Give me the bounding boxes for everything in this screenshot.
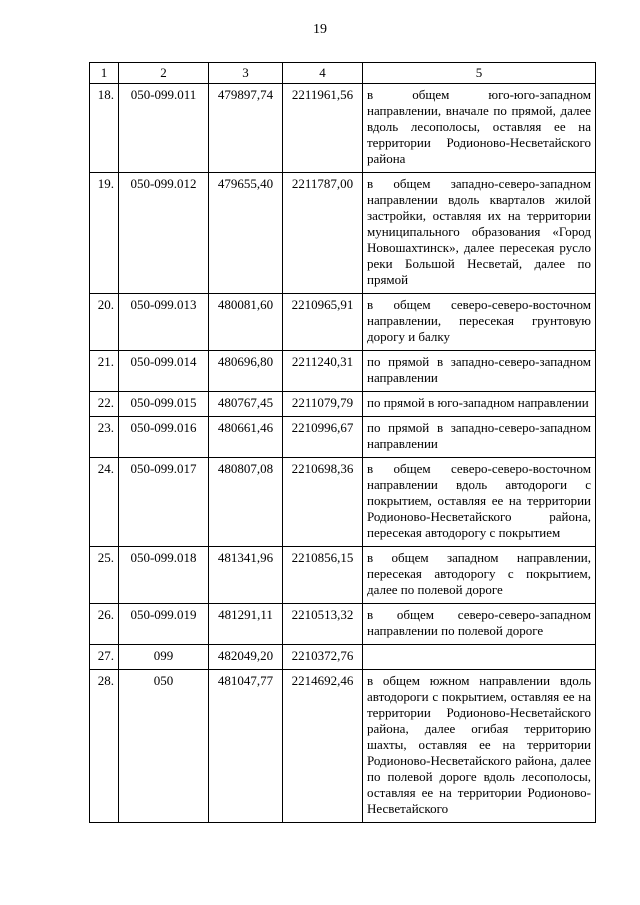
boundary-description: в общем западном направлении, пересекая автодорогу с покрытием, далее по полевой дороге xyxy=(363,547,596,604)
table-row xyxy=(90,392,596,417)
coordinate-x: 481341,96 xyxy=(209,547,283,604)
column-header: 1 xyxy=(90,63,119,84)
boundary-description: в общем северо-северо-западном направлении по полевой дороге xyxy=(363,604,596,645)
page-number: 19 xyxy=(313,22,327,37)
boundary-description: по прямой в западно-северо-западном направлении xyxy=(363,417,596,458)
coordinate-x: 480767,45 xyxy=(209,392,283,417)
column-header: 5 xyxy=(363,63,596,84)
row-number: 18. xyxy=(90,84,119,173)
table-row xyxy=(90,294,596,351)
column-header: 2 xyxy=(119,63,209,84)
coordinate-y: 2211787,00 xyxy=(283,173,363,294)
coordinate-x: 479897,74 xyxy=(209,84,283,173)
coordinate-x: 480807,08 xyxy=(209,458,283,547)
coordinate-y: 2211961,56 xyxy=(283,84,363,173)
coordinate-y: 2211240,31 xyxy=(283,351,363,392)
table-row xyxy=(90,84,596,173)
coordinate-y: 2210996,67 xyxy=(283,417,363,458)
row-number: 24. xyxy=(90,458,119,547)
column-header: 3 xyxy=(209,63,283,84)
table-row xyxy=(90,351,596,392)
row-number: 27. xyxy=(90,645,119,670)
table-row xyxy=(90,417,596,458)
row-number: 19. xyxy=(90,173,119,294)
point-code: 099 xyxy=(119,645,209,670)
table-row xyxy=(90,547,596,604)
row-number: 21. xyxy=(90,351,119,392)
point-code: 050-099.012 xyxy=(119,173,209,294)
coordinate-x: 481047,77 xyxy=(209,670,283,823)
coordinate-y: 2210513,32 xyxy=(283,604,363,645)
coordinate-x: 480081,60 xyxy=(209,294,283,351)
coordinate-y: 2210372,76 xyxy=(283,645,363,670)
coordinate-y: 2210698,36 xyxy=(283,458,363,547)
coordinate-x: 481291,11 xyxy=(209,604,283,645)
row-number: 20. xyxy=(90,294,119,351)
point-code: 050-099.018 xyxy=(119,547,209,604)
point-code: 050-099.015 xyxy=(119,392,209,417)
row-number: 22. xyxy=(90,392,119,417)
point-code: 050-099.013 xyxy=(119,294,209,351)
coordinate-x: 480661,46 xyxy=(209,417,283,458)
point-code: 050-099.011 xyxy=(119,84,209,173)
boundary-description: в общем западно-северо-западном направлении вдоль кварталов жилой застройки, оставляя их на территории муниципального образования «Город Новошахтинск», далее пересекая русло реки Большой Несветай, далее по прямой xyxy=(363,173,596,294)
boundary-description: по прямой в западно-северо-западном направлении xyxy=(363,351,596,392)
table-row xyxy=(90,604,596,645)
row-number: 26. xyxy=(90,604,119,645)
coordinate-x: 480696,80 xyxy=(209,351,283,392)
column-header: 4 xyxy=(283,63,363,84)
point-code: 050 xyxy=(119,670,209,823)
point-code: 050-099.019 xyxy=(119,604,209,645)
table-header-row xyxy=(90,63,596,84)
row-number: 23. xyxy=(90,417,119,458)
row-number: 28. xyxy=(90,670,119,823)
table-row xyxy=(90,458,596,547)
boundary-description xyxy=(363,645,596,670)
table-row xyxy=(90,670,596,823)
coordinate-x: 482049,20 xyxy=(209,645,283,670)
point-code: 050-099.014 xyxy=(119,351,209,392)
boundary-description: в общем северо-северо-восточном направлении, пересекая грунтовую дорогу и балку xyxy=(363,294,596,351)
boundary-points-table xyxy=(89,62,596,823)
coordinate-y: 2211079,79 xyxy=(283,392,363,417)
row-number: 25. xyxy=(90,547,119,604)
point-code: 050-099.017 xyxy=(119,458,209,547)
coordinate-y: 2210856,15 xyxy=(283,547,363,604)
table-row xyxy=(90,173,596,294)
boundary-description: в общем южном направлении вдоль автодороги с покрытием, оставляя ее на территории Родионово-Несветайского района, далее огибая территорию шахты, оставляя ее на территории Родионово-Несветайского района, далее по полевой дороге вдоль лесополосы, оставляя ее на территории Родионово-Несветайского xyxy=(363,670,596,823)
boundary-description: в общем юго-юго-западном направлении, вначале по прямой, далее вдоль лесополосы, оставляя ее на территории Родионово-Несветайского района xyxy=(363,84,596,173)
coordinate-y: 2210965,91 xyxy=(283,294,363,351)
boundary-description: по прямой в юго-западном направлении xyxy=(363,392,596,417)
coordinate-y: 2214692,46 xyxy=(283,670,363,823)
coordinate-x: 479655,40 xyxy=(209,173,283,294)
boundary-description: в общем северо-северо-восточном направлении вдоль автодороги с покрытием, оставляя ее на территории Родионово-Несветайского района, пересекая автодорогу с покрытием xyxy=(363,458,596,547)
point-code: 050-099.016 xyxy=(119,417,209,458)
table-row xyxy=(90,645,596,670)
